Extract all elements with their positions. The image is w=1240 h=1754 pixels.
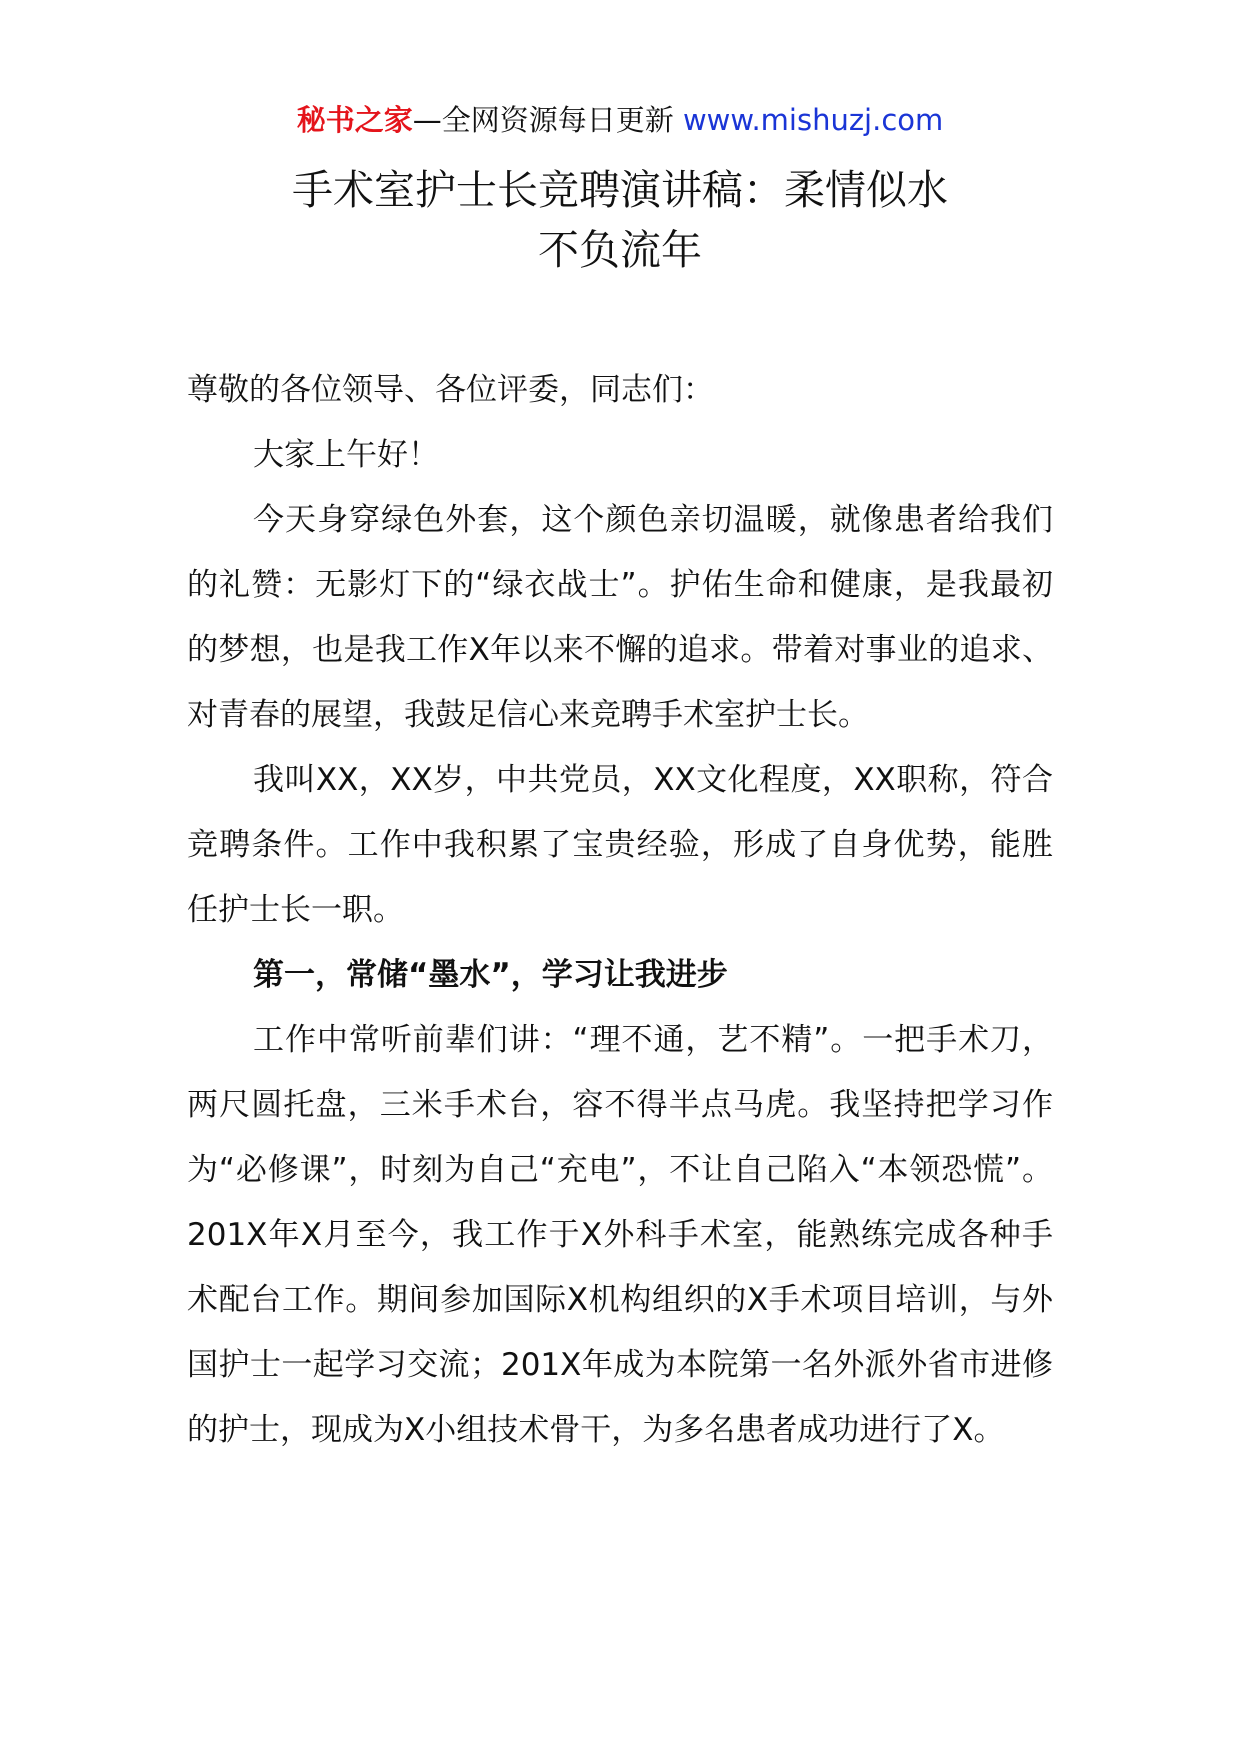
site-tagline: —全网资源每日更新 bbox=[412, 103, 674, 137]
document-title bbox=[0, 160, 1240, 280]
paragraph-self-introduction: 我叫XX，XX岁，中共党员，XX文化程度，XX职称，符合竞聘条件。工作中我积累了宝贵经验，形成了自身优势，能胜任护士长一职。 bbox=[187, 762, 1053, 928]
site-header bbox=[0, 100, 1240, 140]
section-heading-first: 第一，常储“墨水”，学习让我进步 bbox=[253, 957, 728, 993]
salutation: 尊敬的各位领导、各位评委，同志们： bbox=[187, 372, 714, 408]
site-url-link[interactable]: www.mishuzj.com bbox=[682, 103, 944, 137]
greeting: 大家上午好！ bbox=[253, 437, 439, 473]
paragraph-learning: 工作中常听前辈们讲：“理不通，艺不精”。一把手术刀，两尺圆托盘，三米手术台，容不得半点马虎。我坚持把学习作为“必修课”，时刻为自己“充电”，不让自己陷入“本领恐慌”。 201X年X月至今，我工作于X外科手术室，能熟练完成各种手术配台工作。期间参加国际X机构组织的X手术项目培训，与外国护士一起学习交流；201X年成为本院第一名外派外省市进修的护士，现成为X小组技术骨干，为多名患者成功进行了X。 bbox=[187, 1022, 1053, 1448]
document-title-line-1: 手术室护士长竞聘演讲稿：柔情似水 bbox=[292, 166, 948, 214]
document-body bbox=[187, 358, 1053, 1463]
site-brand: 秘书之家 bbox=[296, 103, 413, 137]
document-title-line-2: 不负流年 bbox=[538, 226, 702, 274]
paragraph-intro: 今天身穿绿色外套，这个颜色亲切温暖，就像患者给我们的礼赞：无影灯下的“绿衣战士”。护佑生命和健康，是我最初的梦想，也是我工作X年以来不懈的追求。带着对事业的追求、对青春的展望，我鼓足信心来竞聘手术室护士长。 bbox=[187, 502, 1053, 733]
